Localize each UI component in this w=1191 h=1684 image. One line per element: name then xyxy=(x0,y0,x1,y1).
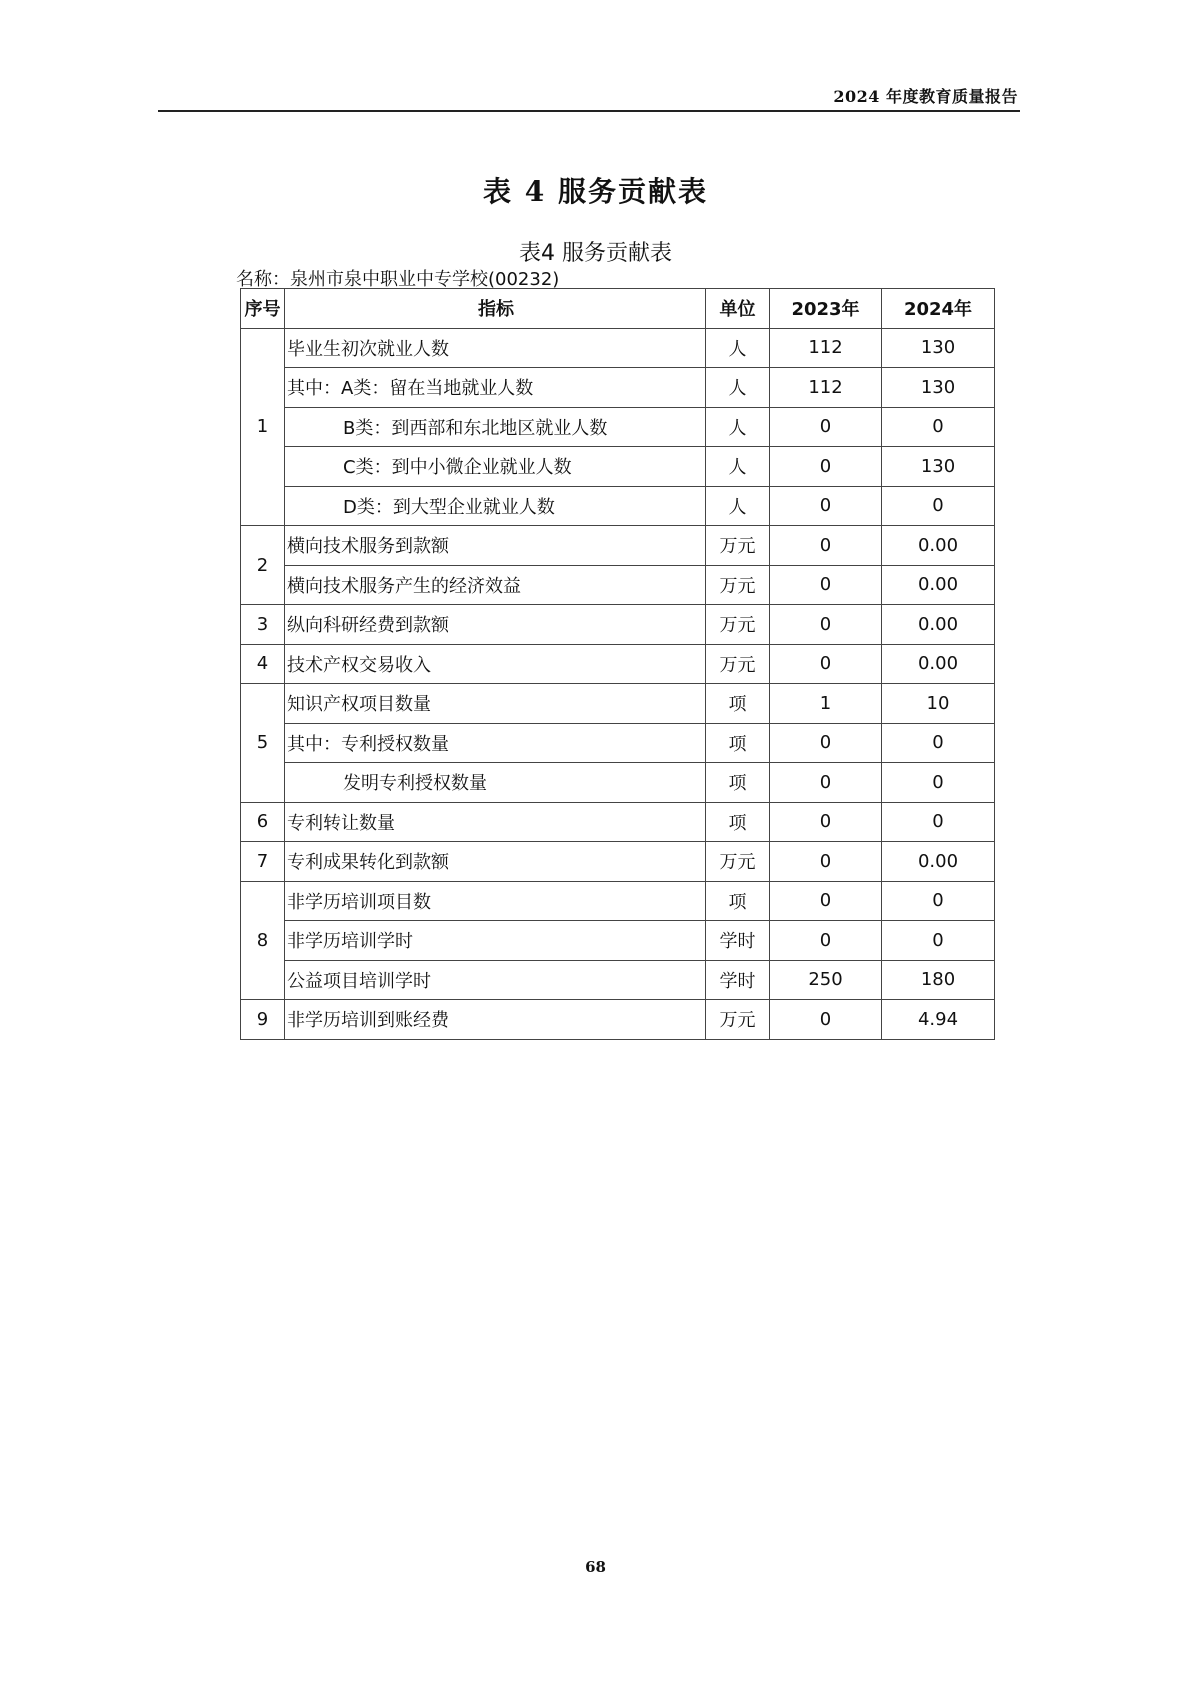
row-value-2023: 0 xyxy=(770,842,882,882)
row-seq: 5 xyxy=(241,684,285,803)
row-value-2023: 0 xyxy=(770,921,882,961)
row-indicator: D类：到大型企业就业人数 xyxy=(285,486,706,526)
row-unit: 万元 xyxy=(706,605,770,645)
row-unit: 万元 xyxy=(706,644,770,684)
row-seq: 8 xyxy=(241,881,285,1000)
row-value-2023: 0 xyxy=(770,605,882,645)
row-value-2024: 10 xyxy=(882,684,995,724)
page-title: 表 4 服务贡献表 xyxy=(483,175,708,208)
row-indicator: 横向技术服务到款额 xyxy=(285,526,706,566)
row-value-2024: 4.94 xyxy=(882,1000,995,1040)
row-seq: 6 xyxy=(241,802,285,842)
row-indicator: 纵向科研经费到款额 xyxy=(285,605,706,645)
table-row xyxy=(241,328,995,368)
row-value-2024: 0 xyxy=(882,486,995,526)
column-header-seq: 序号 xyxy=(241,289,285,329)
row-value-2024: 0 xyxy=(882,802,995,842)
row-unit: 万元 xyxy=(706,842,770,882)
row-value-2024: 130 xyxy=(882,447,995,487)
row-value-2023: 0 xyxy=(770,723,882,763)
table-row xyxy=(241,802,995,842)
row-unit: 项 xyxy=(706,881,770,921)
row-value-2023: 0 xyxy=(770,644,882,684)
row-seq: 3 xyxy=(241,605,285,645)
row-value-2023: 0 xyxy=(770,802,882,842)
row-value-2023: 0 xyxy=(770,763,882,803)
row-indicator: 非学历培训项目数 xyxy=(285,881,706,921)
row-unit: 项 xyxy=(706,763,770,803)
row-indicator: 知识产权项目数量 xyxy=(285,684,706,724)
table-caption: 表4 服务贡献表 xyxy=(519,241,672,266)
row-value-2024: 130 xyxy=(882,368,995,408)
table-row xyxy=(241,723,995,763)
row-unit: 万元 xyxy=(706,526,770,566)
row-value-2024: 0.00 xyxy=(882,605,995,645)
row-indicator: 其中：专利授权数量 xyxy=(285,723,706,763)
table-row xyxy=(241,1000,995,1040)
row-unit: 人 xyxy=(706,407,770,447)
table-row xyxy=(241,565,995,605)
row-indicator: C类：到中小微企业就业人数 xyxy=(285,447,706,487)
row-value-2023: 0 xyxy=(770,565,882,605)
row-unit: 项 xyxy=(706,802,770,842)
table-row xyxy=(241,486,995,526)
row-indicator: 技术产权交易收入 xyxy=(285,644,706,684)
row-unit: 学时 xyxy=(706,921,770,961)
table-row xyxy=(241,684,995,724)
row-indicator: 发明专利授权数量 xyxy=(285,763,706,803)
row-seq: 9 xyxy=(241,1000,285,1040)
table-row xyxy=(241,881,995,921)
row-unit: 项 xyxy=(706,684,770,724)
column-header-2023: 2023年 xyxy=(770,289,882,329)
row-unit: 人 xyxy=(706,486,770,526)
table-row xyxy=(241,763,995,803)
row-value-2024: 0 xyxy=(882,921,995,961)
row-indicator: 专利转让数量 xyxy=(285,802,706,842)
row-value-2023: 112 xyxy=(770,328,882,368)
header-divider xyxy=(158,110,1020,112)
table-row xyxy=(241,842,995,882)
row-value-2024: 0 xyxy=(882,407,995,447)
row-value-2024: 0 xyxy=(882,763,995,803)
column-header-unit: 单位 xyxy=(706,289,770,329)
row-indicator: 公益项目培训学时 xyxy=(285,960,706,1000)
page-number: 68 xyxy=(585,1558,606,1576)
row-seq: 2 xyxy=(241,526,285,605)
school-name: 名称：泉州市泉中职业中专学校(00232) xyxy=(236,269,560,290)
row-value-2023: 1 xyxy=(770,684,882,724)
table-row xyxy=(241,447,995,487)
row-unit: 项 xyxy=(706,723,770,763)
column-header-2024: 2024年 xyxy=(882,289,995,329)
row-value-2024: 0.00 xyxy=(882,644,995,684)
row-value-2023: 0 xyxy=(770,486,882,526)
row-seq: 1 xyxy=(241,328,285,526)
row-seq: 4 xyxy=(241,644,285,684)
service-contribution-table xyxy=(240,288,995,1040)
column-header-indicator: 指标 xyxy=(285,289,706,329)
row-indicator: 毕业生初次就业人数 xyxy=(285,328,706,368)
row-value-2024: 0.00 xyxy=(882,842,995,882)
row-value-2024: 0.00 xyxy=(882,526,995,566)
row-value-2023: 250 xyxy=(770,960,882,1000)
row-value-2023: 0 xyxy=(770,881,882,921)
row-value-2024: 180 xyxy=(882,960,995,1000)
row-unit: 万元 xyxy=(706,565,770,605)
table-row xyxy=(241,407,995,447)
table-row xyxy=(241,605,995,645)
row-indicator: B类：到西部和东北地区就业人数 xyxy=(285,407,706,447)
row-value-2024: 0.00 xyxy=(882,565,995,605)
row-value-2023: 0 xyxy=(770,447,882,487)
row-value-2024: 0 xyxy=(882,881,995,921)
table-row xyxy=(241,921,995,961)
row-unit: 学时 xyxy=(706,960,770,1000)
table-row xyxy=(241,526,995,566)
row-indicator: 非学历培训学时 xyxy=(285,921,706,961)
table-row xyxy=(241,960,995,1000)
row-value-2023: 112 xyxy=(770,368,882,408)
row-value-2023: 0 xyxy=(770,407,882,447)
row-indicator: 非学历培训到账经费 xyxy=(285,1000,706,1040)
row-unit: 万元 xyxy=(706,1000,770,1040)
row-value-2023: 0 xyxy=(770,526,882,566)
report-header-title: 2024 年度教育质量报告 xyxy=(833,87,1018,106)
row-indicator: 专利成果转化到款额 xyxy=(285,842,706,882)
row-unit: 人 xyxy=(706,447,770,487)
table-header-row xyxy=(241,289,995,329)
row-seq: 7 xyxy=(241,842,285,882)
row-unit: 人 xyxy=(706,328,770,368)
row-indicator: 横向技术服务产生的经济效益 xyxy=(285,565,706,605)
table-row xyxy=(241,368,995,408)
row-value-2024: 0 xyxy=(882,723,995,763)
table-row xyxy=(241,644,995,684)
row-value-2023: 0 xyxy=(770,1000,882,1040)
row-indicator: 其中：A类：留在当地就业人数 xyxy=(285,368,706,408)
row-unit: 人 xyxy=(706,368,770,408)
row-value-2024: 130 xyxy=(882,328,995,368)
